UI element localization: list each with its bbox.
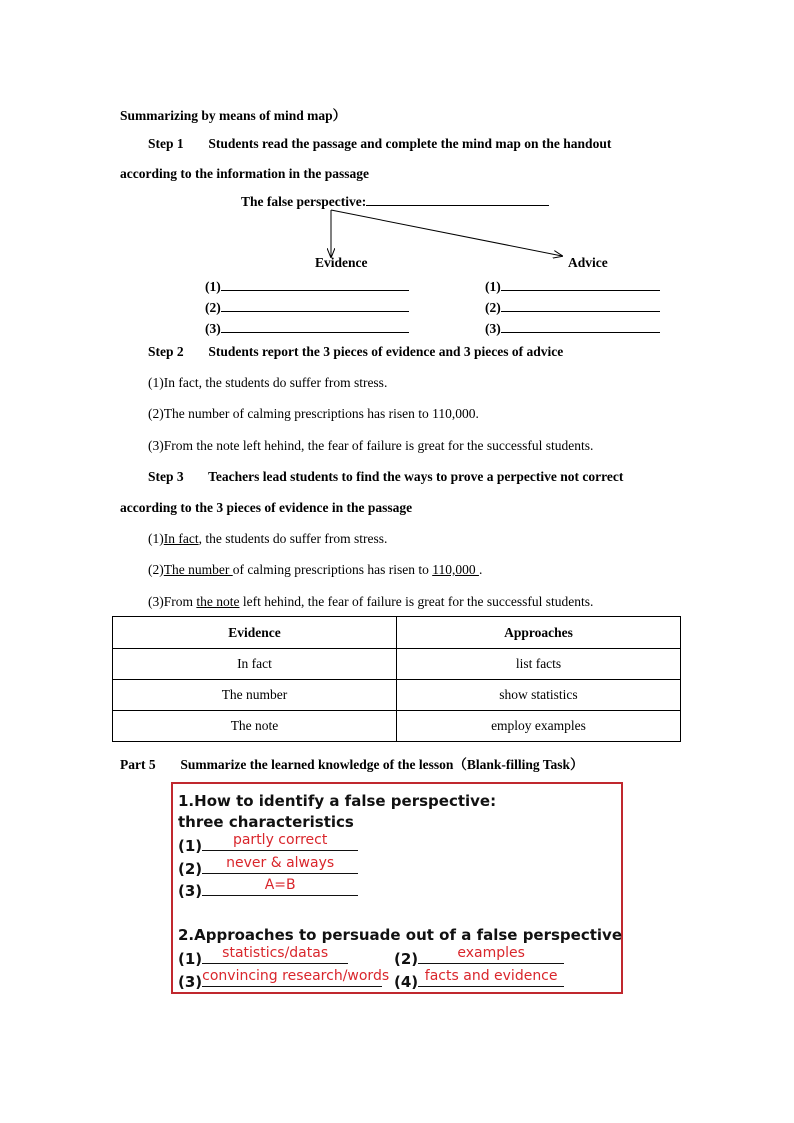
step2-item-2: (2)The number of calming prescriptions has risen to 110,000. <box>148 406 479 421</box>
step1-continuation: according to the information in the passage <box>120 166 369 181</box>
answer-text: facts and evidence <box>424 968 558 984</box>
part5-text: Summarize the learned knowledge of the lesson（Blank-filling Task） <box>180 757 584 772</box>
answer-text: statistics/datas <box>222 945 329 961</box>
advice-label: Advice <box>568 255 608 270</box>
table-cell: In fact <box>113 649 397 680</box>
approach-item: (3) convincing research/words <box>178 968 390 991</box>
step2-label: Step 2 <box>148 344 184 359</box>
advice-blank[interactable] <box>501 299 660 312</box>
approach-item: (1) statistics/datas <box>178 949 348 968</box>
characteristic-item: (3) A=B <box>178 881 358 900</box>
evidence-item: (2) <box>205 297 409 318</box>
advice-blank[interactable] <box>501 320 660 333</box>
step3-item-2: (2)The number of calming prescriptions has risen to 110,000 . <box>148 562 483 577</box>
answer-text: A=B <box>264 877 296 893</box>
answer-blank[interactable] <box>202 877 358 896</box>
step3-line <box>148 469 623 485</box>
step2-item-1: (1)In fact, the students do suffer from stress. <box>148 375 388 390</box>
step3-continuation: according to the 3 pieces of evidence in the passage <box>120 500 413 515</box>
summary-title-1b: three characteristics <box>178 813 354 831</box>
answer-text: never & always <box>226 855 335 871</box>
characteristic-item: (1) partly correct <box>178 836 358 855</box>
section-heading: Summarizing by means of mind map） <box>120 108 347 123</box>
table-cell: The number <box>113 680 397 711</box>
evidence-label: Evidence <box>315 255 368 270</box>
answer-blank[interactable] <box>202 832 358 851</box>
advice-list <box>485 276 660 339</box>
advice-item: (3) <box>485 318 660 339</box>
approach-item: (4) facts and evidence <box>394 972 564 991</box>
table-header-row <box>113 617 681 649</box>
answer-text: examples <box>457 945 525 961</box>
approach-item: (2) examples <box>394 949 564 968</box>
characteristic-item: (2) never & always <box>178 859 358 878</box>
summary-box <box>171 782 623 994</box>
answer-blank[interactable] <box>418 945 564 964</box>
table-header-evidence: Evidence <box>113 617 397 649</box>
step3-item-1: (1)In fact, the students do suffer from stress. <box>148 531 388 546</box>
answer-blank[interactable] <box>202 855 358 874</box>
advice-blank[interactable] <box>501 278 660 291</box>
part5-line <box>120 753 584 773</box>
step1-text: Students read the passage and complete the mind map on the handout <box>208 136 612 151</box>
table-cell: employ examples <box>397 711 681 742</box>
evidence-blank[interactable] <box>221 278 409 291</box>
answer-blank[interactable] <box>418 968 564 987</box>
advice-item: (2) <box>485 297 660 318</box>
table-cell: list facts <box>397 649 681 680</box>
answer-blank[interactable] <box>202 945 348 964</box>
table-cell: show statistics <box>397 680 681 711</box>
summary-title-1: 1.How to identify a false perspective: <box>178 792 497 810</box>
answer-text: convincing research/words <box>202 968 390 984</box>
step3-item-3: (3)From the note left hehind, the fear of failure is great for the successful students. <box>148 594 594 609</box>
step1-label: Step 1 <box>148 136 184 151</box>
table-row <box>113 649 681 680</box>
answer-text: partly correct <box>232 832 328 848</box>
step3-text: Teachers lead students to find the ways to prove a perpective not correct <box>208 469 624 484</box>
summary-title-2: 2.Approaches to persuade out of a false perspective <box>178 926 622 944</box>
mindmap-arrows <box>0 0 794 300</box>
evidence-item: (3) <box>205 318 409 339</box>
table-header-approaches: Approaches <box>397 617 681 649</box>
evidence-blank[interactable] <box>221 299 409 312</box>
false-perspective-label: The false perspective: <box>241 194 367 209</box>
answer-blank[interactable] <box>202 968 390 987</box>
step2-item-3: (3)From the note left hehind, the fear of failure is great for the successful students. <box>148 438 594 453</box>
advice-item: (1) <box>485 276 660 297</box>
table-row <box>113 680 681 711</box>
table-row <box>113 711 681 742</box>
part5-label: Part 5 <box>120 757 156 772</box>
evidence-item: (1) <box>205 276 409 297</box>
evidence-list <box>205 276 409 339</box>
evidence-blank[interactable] <box>221 320 409 333</box>
step2-text: Students report the 3 pieces of evidence and 3 pieces of advice <box>208 344 564 359</box>
step3-label: Step 3 <box>148 469 184 484</box>
advice-arrow <box>331 210 562 256</box>
step2-line <box>148 344 563 360</box>
table-cell: The note <box>113 711 397 742</box>
evidence-approaches-table <box>112 616 681 742</box>
